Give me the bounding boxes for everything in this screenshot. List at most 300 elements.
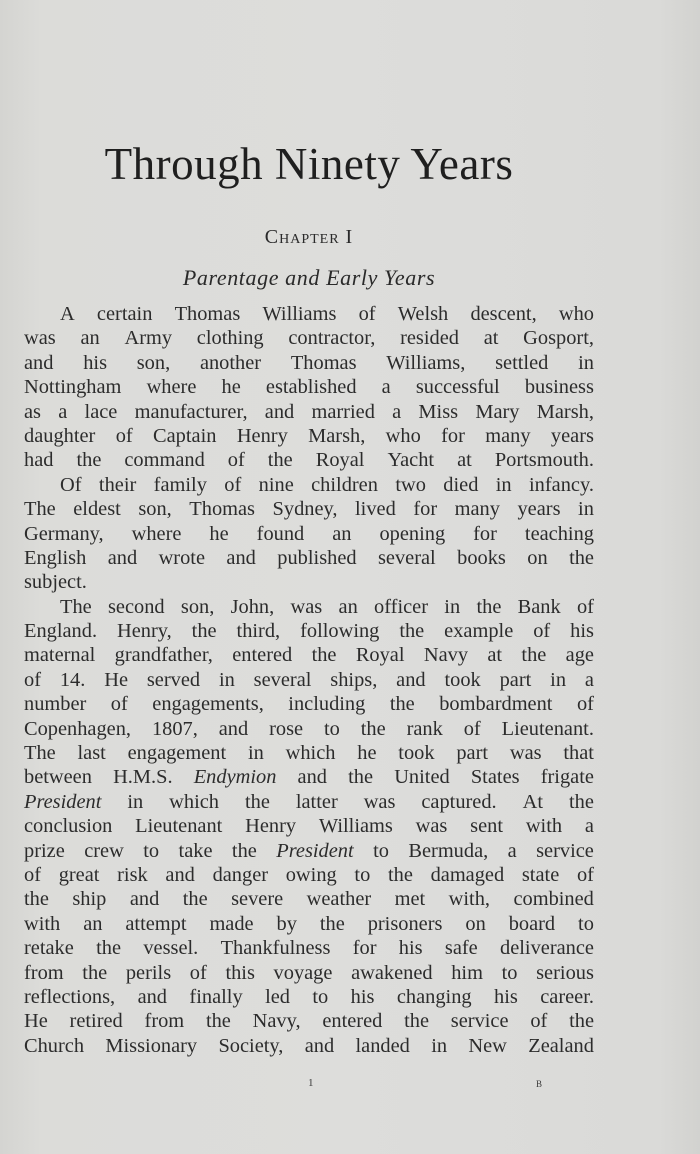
word: Army [124,327,173,350]
word: combined [513,888,594,911]
word: a [584,668,594,691]
word: attempt [125,912,187,935]
word: following [300,620,380,643]
text-line [24,375,594,399]
text-line [24,839,594,863]
chapter-heading [0,226,618,249]
word: to [323,717,340,740]
word: of [358,303,376,325]
word: changing [396,985,472,1008]
word: the [360,717,386,740]
word: was [24,327,56,350]
text-line [24,619,594,643]
word: risk [117,863,148,886]
text-line [24,326,594,350]
word: years [517,498,561,521]
word: Society, [218,1034,284,1057]
word: of [227,449,245,472]
word: his [570,620,594,643]
text-line [24,692,594,716]
word: 14. [59,668,86,691]
word: Nottingham [24,376,122,399]
word: Williams, [386,351,466,374]
word: board [508,912,556,935]
word: certain [96,303,153,325]
word: New [468,1034,507,1057]
word: H.M.S. [113,766,173,789]
word: reflections, [24,985,116,1008]
word: Sydney, [272,498,338,521]
word: Germany, [24,522,104,545]
word: by [276,912,297,935]
word: in [444,595,461,618]
word: an [338,595,358,618]
word: the [311,644,337,667]
word: established [265,376,357,399]
word: second [107,595,165,618]
word: Captain [153,424,217,447]
word: At [522,790,544,813]
word: a [584,815,594,838]
text-line [24,912,594,936]
word: voyage [273,961,333,984]
word: The [24,742,56,765]
word: as [24,400,41,423]
word: The [24,498,56,521]
word: in [431,1034,448,1057]
word: President [24,790,102,813]
text-line [24,765,594,789]
word: captured. [421,790,497,813]
word: entered [232,644,293,667]
word: engagements, [152,693,264,716]
word: command [124,449,205,472]
word: settled [495,351,549,374]
word: opening [379,522,446,545]
word: Thomas [290,351,357,374]
word: which [169,790,220,813]
word: perils [125,961,172,984]
word: with, [448,888,491,911]
word: where [146,376,197,399]
word: an [80,327,100,350]
word: Gosport, [523,327,594,350]
word: many [485,424,531,447]
word: vessel. [143,937,199,960]
word: in [127,790,144,813]
text-line [24,1034,594,1058]
word: for [441,424,465,447]
text-line [24,522,594,546]
word: son, [136,351,171,374]
word: served [146,668,201,691]
word: Welsh [397,303,449,325]
word: retake [24,937,74,960]
word: third, [236,620,281,643]
word: a [507,839,517,862]
word: to [354,863,371,886]
word: Royal [355,644,405,667]
word: sent [470,815,504,838]
word: and [24,351,54,374]
word: for [352,937,377,960]
word: which [285,742,336,765]
word: a [392,400,402,423]
word: for [473,522,497,545]
word: He [104,668,128,691]
word: rose [269,717,304,740]
word: from [144,1010,185,1033]
word: clothing [196,327,264,350]
word: ships, [330,668,378,691]
word: the [244,790,270,813]
word: to [578,912,594,935]
word: lace [84,400,118,423]
word: Zealand [528,1034,594,1057]
word: he [221,376,241,399]
word: and [396,668,426,691]
page-title: Through Ninety Years [104,139,514,189]
word: a [58,400,68,423]
text-line [24,400,594,424]
word: service [536,839,594,862]
word: Portsmouth. [494,449,594,472]
text-line [24,936,594,960]
word: published [277,546,357,569]
text-line [24,887,594,911]
word: Mary [475,400,520,423]
word: number [24,693,87,716]
word: Copenhagen, [24,717,132,740]
word: at [487,644,503,667]
word: finally [189,985,243,1008]
word: severe [231,888,284,911]
word: serious [536,961,594,984]
text-line [24,473,594,497]
text-line [24,570,594,594]
word: married [311,400,375,423]
word: danger [212,863,269,886]
word: that [563,742,594,765]
word: grandfather, [114,644,213,667]
word: conclusion [24,815,113,838]
word: to [312,985,329,1008]
word: Bermuda, [408,839,489,862]
word: of [530,1010,548,1033]
word: Yacht [387,449,435,472]
word: landed [355,1034,410,1057]
word: States [470,766,520,789]
text-line [24,546,594,570]
word: of [463,717,481,740]
word: another [199,351,262,374]
word: daughter [24,424,96,447]
text-line [24,790,594,814]
word: successful [415,376,500,399]
text-line [24,741,594,765]
word: the [389,693,415,716]
word: weather [306,888,372,911]
word: 1807, [151,717,198,740]
text-line [24,424,594,448]
word: Church [24,1034,85,1057]
page-number: 1 [308,1077,314,1089]
word: Marsh, [536,400,594,423]
word: family [153,473,207,496]
word: Lieutenant. [501,717,594,740]
text-line [24,863,594,887]
word: entered [322,1010,383,1033]
word: from [24,961,64,984]
word: his [494,985,518,1008]
word: several [377,546,436,569]
text-line [24,814,594,838]
word: of [533,620,551,643]
word: of [24,863,41,886]
word: and [165,863,195,886]
word: the [569,1010,594,1033]
word: Of [60,473,82,496]
word: rank [406,717,443,740]
word: Henry [245,815,297,838]
word: for [413,498,438,521]
word: of [576,595,594,618]
word: years [550,424,594,447]
word: of [115,424,133,447]
word: with [525,815,563,838]
word: two [395,473,426,496]
word: found [256,522,305,545]
word: the [182,888,208,911]
word: the [569,546,594,569]
word: safe [444,937,478,960]
word: English [24,546,87,569]
word: of [24,668,41,691]
word: The [60,595,92,618]
word: career. [540,985,594,1008]
word: A [60,303,75,325]
word: in [247,742,264,765]
word: crew [84,839,124,862]
word: state [521,863,560,886]
word: at [483,327,499,350]
word: son, [180,595,215,618]
word: with [24,912,61,935]
word: latter [295,790,338,813]
word: met [394,888,426,911]
word: the [191,620,217,643]
word: service [450,1010,509,1033]
word: and [297,766,327,789]
word: of [576,863,594,886]
word: the [231,839,257,862]
word: in [550,668,567,691]
word: take [178,839,213,862]
text-line [24,595,594,619]
word: Navy [423,644,469,667]
word: the [348,766,374,789]
word: United [394,766,450,789]
word: Thomas [174,303,241,325]
word: the [568,790,594,813]
word: infancy. [529,473,594,496]
word: he [357,742,377,765]
word: son, [138,498,172,521]
text-line [24,302,594,326]
word: of [189,961,207,984]
text-line [24,448,594,472]
word: frigate [540,766,594,789]
word: Williams [318,815,393,838]
text-line [24,668,594,692]
word: of [576,693,594,716]
word: deliverance [500,937,594,960]
word: on [527,546,548,569]
word: books [457,546,506,569]
text-line [24,351,594,375]
word: Bank [517,595,561,618]
word: Endymion [193,766,277,789]
word: the [96,937,122,960]
word: including [288,693,366,716]
word: was [290,595,323,618]
word: who [385,424,421,447]
word: between [24,766,92,789]
text-line [24,717,594,741]
word: the [76,449,102,472]
word: was [363,790,396,813]
word: took [398,742,435,765]
word: at [457,449,472,472]
word: Miss [418,400,459,423]
word: to [143,839,160,862]
word: the [267,449,293,472]
word: a [381,376,391,399]
word: was [509,742,542,765]
word: Henry, [117,620,172,643]
word: part [456,742,489,765]
word: part [499,668,532,691]
word: manufacturer, [134,400,248,423]
word: him [451,961,483,984]
word: and [304,1034,335,1057]
word: in [578,351,594,374]
word: resided [400,327,459,350]
word: He [24,1010,48,1033]
word: an [332,522,352,545]
word: business [524,376,594,399]
word: ship [72,888,107,911]
word: Marsh, [308,424,366,447]
word: children [311,473,378,496]
text-line [24,643,594,667]
word: great [58,863,100,886]
word: in [495,473,512,496]
word: his [350,985,375,1008]
word: his [398,937,423,960]
word: owing [285,863,337,886]
word: teaching [524,522,594,545]
word: and [129,888,160,911]
word: subject. [24,571,87,594]
chapter-subtitle: Parentage and Early Years [182,265,436,290]
word: awakened [351,961,433,984]
word: Williams [262,303,337,325]
word: wrote [158,546,206,569]
word: officer [374,595,429,618]
word: of [224,473,242,496]
text-line [24,985,594,1009]
word: had [24,449,54,472]
word: in [218,668,235,691]
word: an [83,912,103,935]
word: Missionary [105,1034,198,1057]
text-line [24,497,594,521]
word: the [82,961,108,984]
word: made [209,912,254,935]
word: bombardment [439,693,553,716]
word: example [444,620,514,643]
word: Lieutenant [135,815,223,838]
word: Navy, [252,1010,301,1033]
word: the [387,863,413,886]
text-line [24,1009,594,1033]
word: he [209,522,229,545]
word: and [226,546,256,569]
word: Henry [236,424,288,447]
word: to [501,961,518,984]
word: maternal [24,644,96,667]
word: retired [69,1010,123,1033]
word: this [225,961,255,984]
word: led [265,985,290,1008]
word: the [404,1010,430,1033]
word: and [107,546,138,569]
word: died [443,473,479,496]
word: of [110,693,128,716]
word: the [476,595,502,618]
word: where [131,522,182,545]
word: the [24,888,49,911]
word: Thankfulness [220,937,331,960]
word: their [98,473,137,496]
word: his [83,351,107,374]
word: and [137,985,168,1008]
signature-mark: B [536,1079,543,1089]
word: the [205,1010,231,1033]
word: eldest [73,498,121,521]
text-line [24,961,594,985]
chapter-label: Chapter I [264,226,354,248]
word: was [415,815,448,838]
word: Royal [315,449,365,472]
body-text [24,302,594,1058]
word: damaged [430,863,505,886]
word: and [218,717,249,740]
word: in [578,498,594,521]
word: age [565,644,594,667]
word: prize [24,839,65,862]
word: took [444,668,481,691]
word: who [558,303,594,325]
word: John, [230,595,275,618]
word: the [319,912,345,935]
word: several [253,668,312,691]
word: contractor, [288,327,376,350]
word: and [264,400,295,423]
word: Thomas [189,498,255,521]
word: descent, [470,303,537,325]
